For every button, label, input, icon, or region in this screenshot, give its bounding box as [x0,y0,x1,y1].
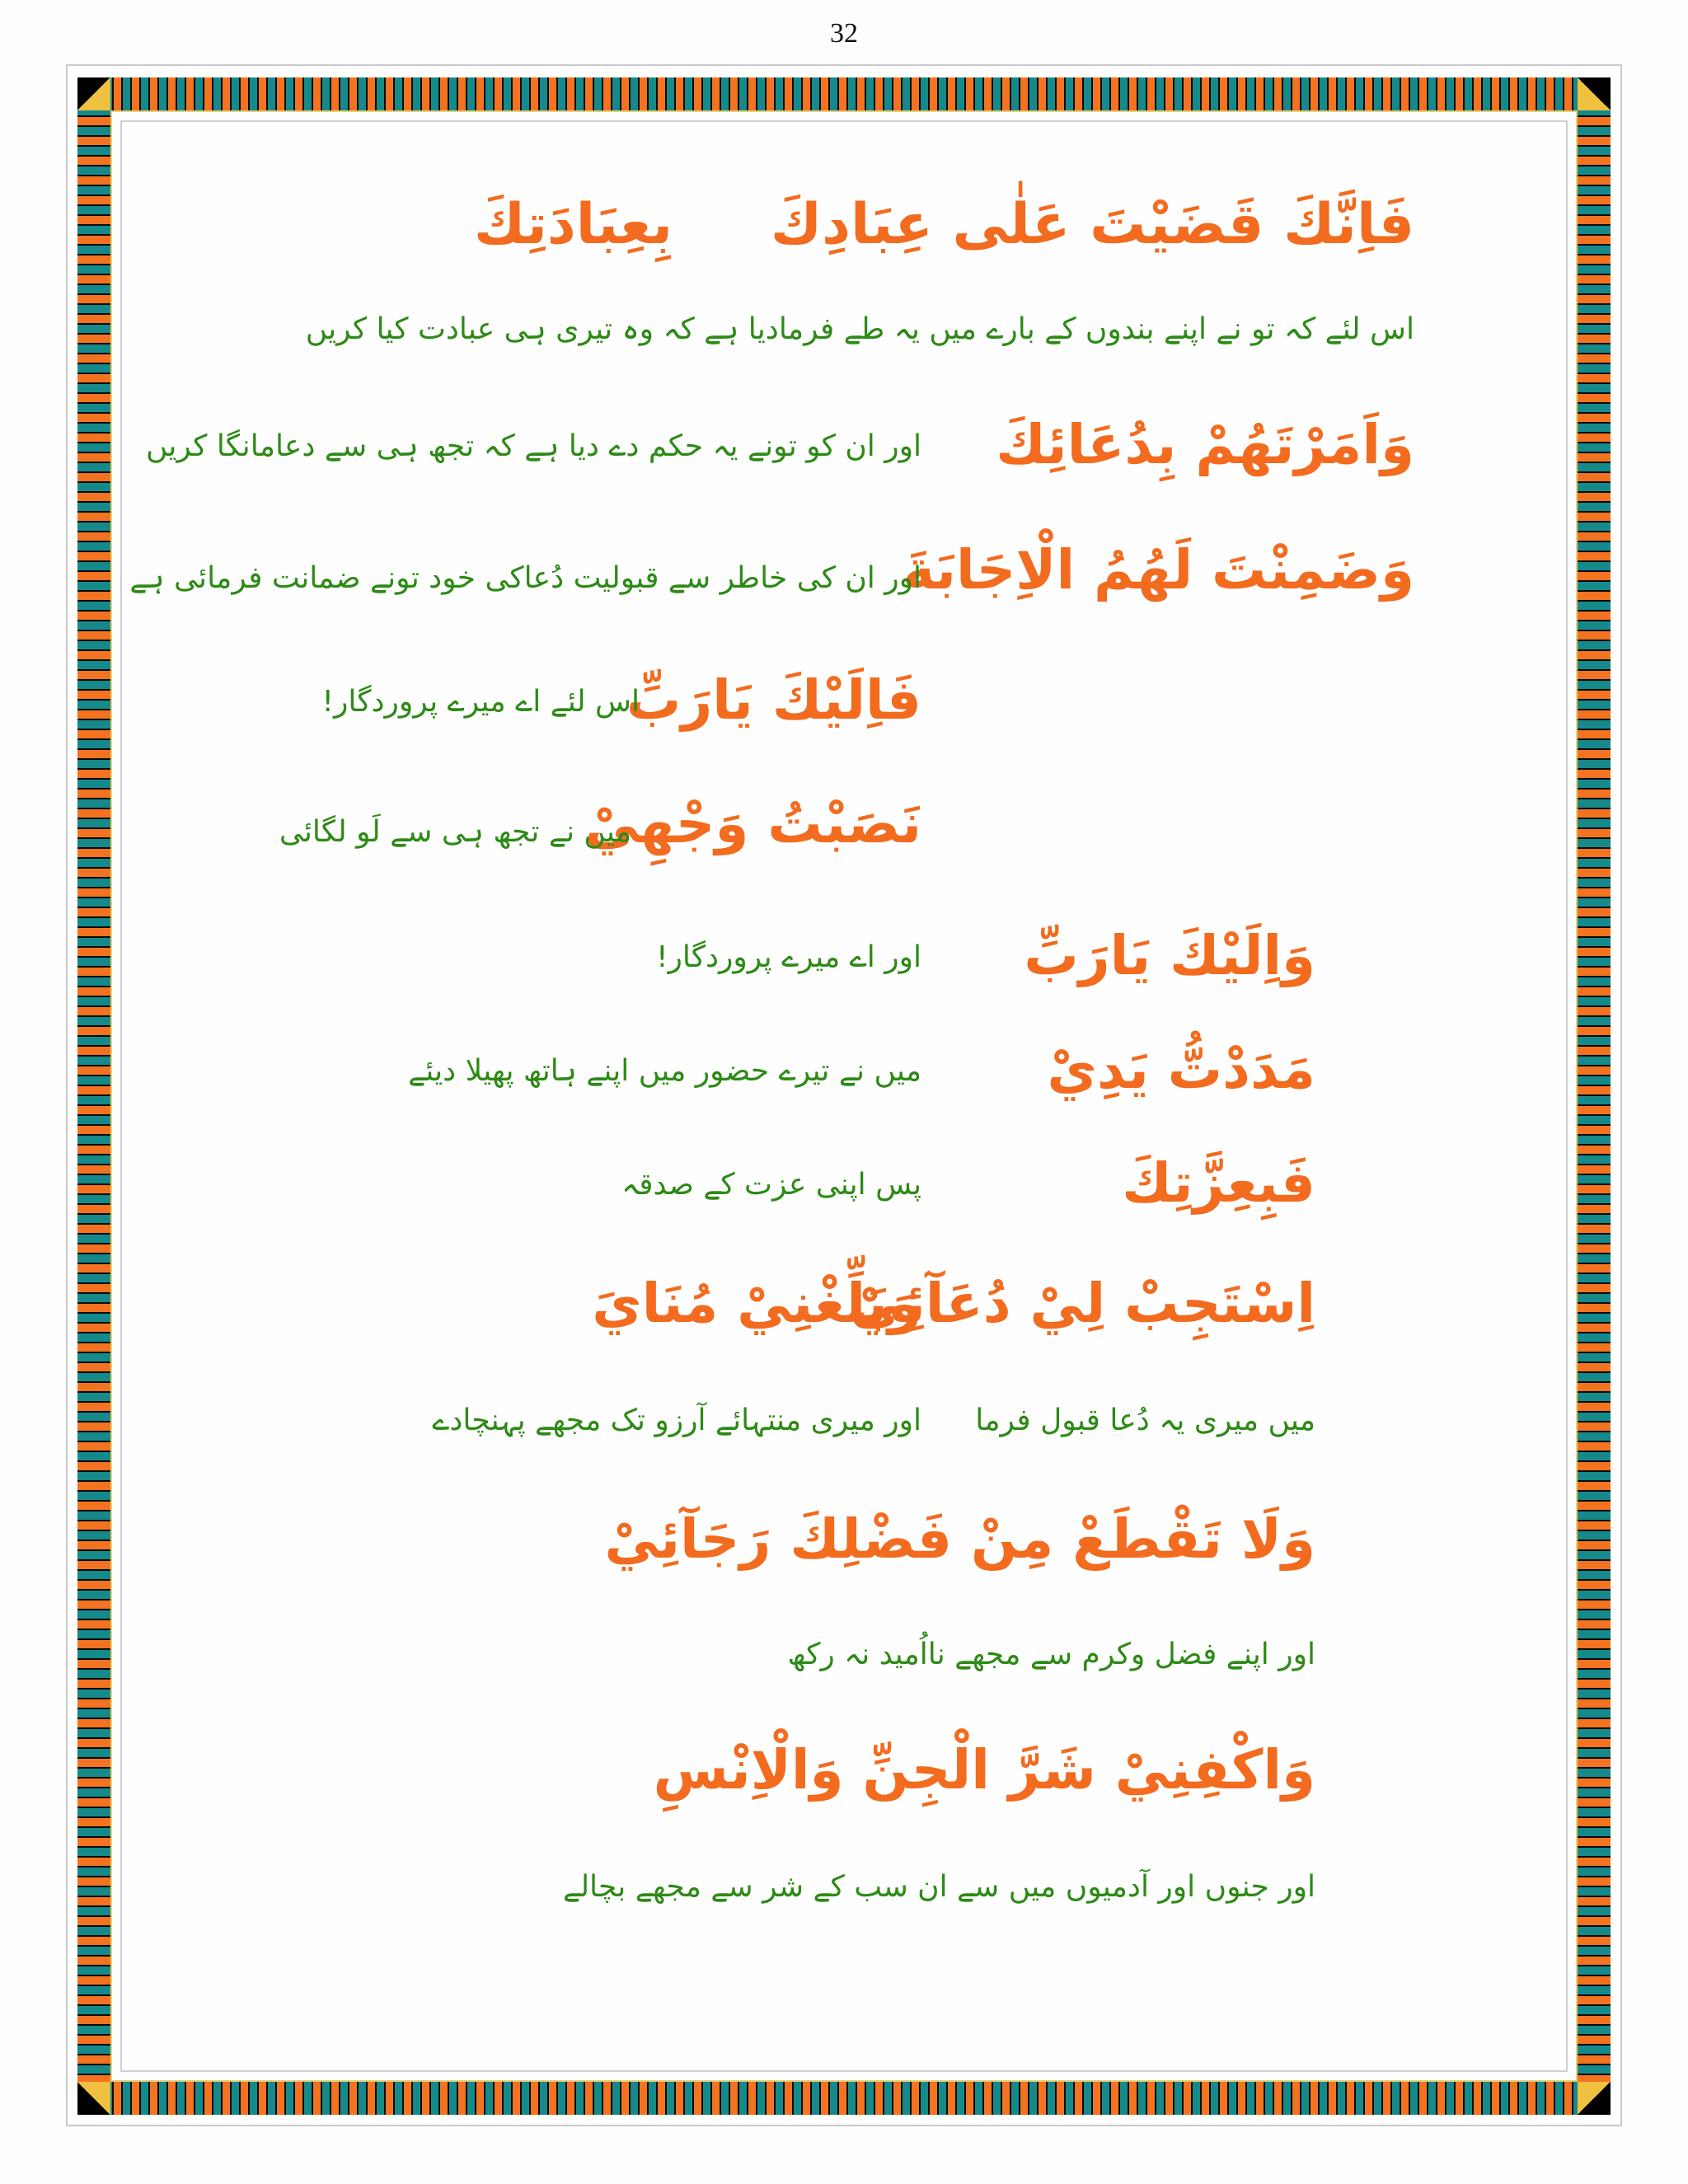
arabic-phrase: وَاَمَرْتَهُمْ بِدُعَائِكَ [996,413,1414,476]
urdu-translation: میں میری یہ دُعا قبول فرما [975,1404,1315,1437]
decorative-border-bottom [77,2082,1611,2115]
urdu-translation: اور جنوں اور آدمیوں میں سے ان سب کے شر سے مجھے بچالے [562,1870,1315,1904]
decorative-border-left [77,77,110,2115]
urdu-translation: اور میری منتہائے آرزو تک مجھے پہنچادے [432,1404,921,1437]
arabic-phrase: وَضَمِنْتَ لَهُمُ الْاِجَابَةَ [903,538,1414,602]
decorative-border-top [77,77,1611,110]
arabic-phrase: فَبِعِزَّتِكَ [1122,1151,1315,1215]
urdu-translation: اور اے میرے پروردگار! [656,940,921,974]
urdu-translation: اس لئے کہ تو نے اپنے بندوں کے بارے میں یہ طے فرمادیا ہے کہ وہ تیری ہی عبادت کیا کریں [305,312,1414,346]
arabic-phrase: اِسْتَجِبْ لِيْ دُعَآئِيْ [850,1272,1315,1335]
urdu-translation: اور ان کی خاطر سے قبولیت دُعاکی خود تونے ضمانت فرمائی ہے [129,561,921,595]
urdu-translation: اس لئے اے میرے پروردگار! [321,685,640,719]
arabic-phrase: فَاِلَيْكَ يَارَبِّ [626,668,921,732]
urdu-translation: پس اپنی عزت کے صدقہ [621,1168,921,1202]
border-corner-bottom-right [1578,2082,1611,2115]
border-corner-top-left [77,77,110,110]
arabic-phrase: وَاِلَيْكَ يَارَبِّ [1024,924,1315,987]
border-corner-bottom-left [77,2082,110,2115]
page-number: 32 [830,18,858,49]
arabic-phrase: بِعِبَادَتِكَ [474,192,673,257]
urdu-translation: میں نے تیرے حضور میں اپنے ہاتھ پھیلا دیئے [408,1054,921,1088]
arabic-phrase: فَاِنَّكَ قَضَيْتَ عَلٰى عِبَادِكَ [770,192,1414,257]
urdu-translation: میں نے تجھ ہی سے لَو لگائی [279,815,631,849]
border-corner-top-right [1578,77,1611,110]
arabic-phrase: وَبَلِّغْنِيْ مُنَايَ [592,1272,921,1335]
urdu-translation: اور اپنے فضل وکرم سے مجھے نااُمید نہ رکھ [787,1638,1315,1671]
arabic-phrase: مَدَدْتُّ يَدِيْ [1047,1038,1315,1101]
arabic-phrase: وَاكْفِنِيْ شَرَّ الْجِنِّ وَالْاِنْسِ [653,1738,1315,1802]
arabic-phrase: وَلَا تَقْطَعْ مِنْ فَضْلِكَ رَجَآئِيْ [604,1507,1315,1571]
urdu-translation: اور ان کو تونے یہ حکم دے دیا ہے کہ تجھ ہی سے دعامانگا کریں [145,429,921,463]
decorative-border-right [1578,77,1611,2115]
arabic-phrase: نَصَبْتُ وَجْهِيْ [584,792,921,855]
